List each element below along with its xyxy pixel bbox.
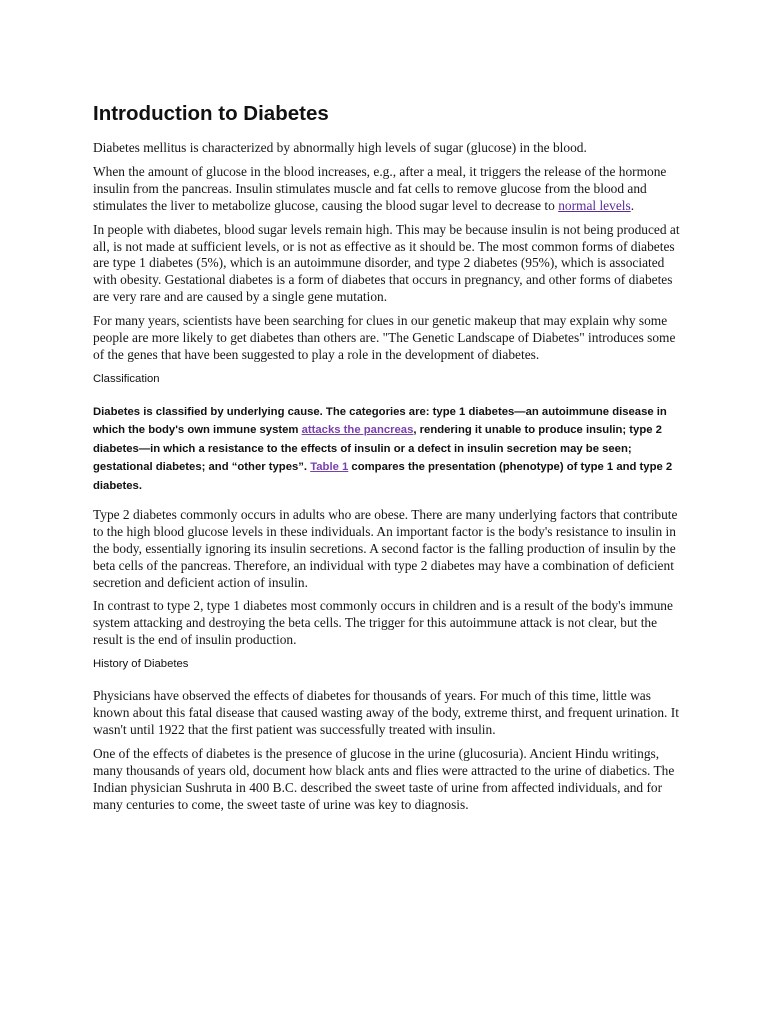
history-heading: History of Diabetes xyxy=(93,658,189,671)
document-title: Introduction to Diabetes xyxy=(93,102,329,125)
attacks-pancreas-link[interactable]: attacks the pancreas xyxy=(301,424,414,437)
table-1-link[interactable]: Table 1 xyxy=(310,461,349,474)
classification-text-2: , rendering it unable to produce insulin; type 2 diabetes—in which a resistance to the effects of insulin or a defect in insulin secretion may be seen; gestational diabetes; and “other types”. xyxy=(93,424,662,474)
genetics-paragraph: For many years, scientists have been searching for clues in our genetic makeup that may explain why some people are more likely to get diabetes than others are. "The Genetic Landscape of Diabetes" introduces some of the genes that have been suggested to play a role in the development of diabetes. xyxy=(93,313,676,362)
classification-paragraph xyxy=(93,403,681,495)
normal-levels-link[interactable]: normal levels xyxy=(558,197,631,213)
classification-heading: Classification xyxy=(93,372,160,385)
insulin-paragraph xyxy=(93,164,681,215)
classification-text-3: compares the presentation (phenotype) of type 1 and type 2 diabetes. xyxy=(93,461,673,492)
type2-paragraph: Type 2 diabetes commonly occurs in adults who are obese. There are many underlying factors that contribute to the high blood glucose levels in these individuals. An important factor is the body's resistance to insulin in the body, essentially ignoring its insulin secretions. A second factor is the falling production of insulin by the beta cells of the pancreas. Therefore, an individual with type 2 diabetes may have a combination of deficient secretion and deficient action of insulin. xyxy=(93,506,678,590)
insulin-paragraph-text: When the amount of glucose in the blood increases, e.g., after a meal, it triggers the release of the hormone insulin from the pancreas. Insulin stimulates muscle and fat cells to remove glucose from the blood and stimulates the liver to metabolize glucose, causing the blood sugar level to decrease to xyxy=(93,163,667,213)
type1-paragraph: In contrast to type 2, type 1 diabetes most commonly occurs in children and is a result of the body's immune system attacking and destroying the beta cells. The trigger for this autoimmune attack is not clear, but the result is the end of insulin production. xyxy=(93,598,673,648)
history-paragraph-2: One of the effects of diabetes is the presence of glucose in the urine (glucosuria). Ancient Hindu writings, many thousands of years old, document how black ants and flies were attracted to the urine of diabetics. The Indian physician Sushruta in 400 B.C. described the sweet taste of urine from affected individuals, and for many centuries to come, the sweet taste of urine was key to diagnosis. xyxy=(93,745,675,812)
document-body xyxy=(93,100,681,821)
intro-paragraph: Diabetes mellitus is characterized by abnormally high levels of sugar (glucose) in the blood. xyxy=(93,140,587,155)
history-paragraph-1: Physicians have observed the effects of diabetes for thousands of years. For much of this time, little was known about this fatal disease that caused wasting away of the body, extreme thirst, and frequent urination. It wasn't until 1922 that the first patient was successfully treated with insulin. xyxy=(93,688,679,737)
forms-paragraph: In people with diabetes, blood sugar levels remain high. This may be because insulin is not being produced at all, is not made at sufficient levels, or is not as effective as it should be. The most common forms of diabetes are type 1 diabetes (5%), which is an autoimmune disorder, and type 2 diabetes (95%), which is associated with obesity. Gestational diabetes is a form of diabetes that occurs in pregnancy, and other forms of diabetes are very rare and are caused by a single gene mutation. xyxy=(93,221,680,305)
insulin-paragraph-end: . xyxy=(630,197,635,213)
classification-text-1: Diabetes is classified by underlying cause. The categories are: type 1 diabetes—an autoimmune disease in which the body's own immune system xyxy=(93,405,667,437)
